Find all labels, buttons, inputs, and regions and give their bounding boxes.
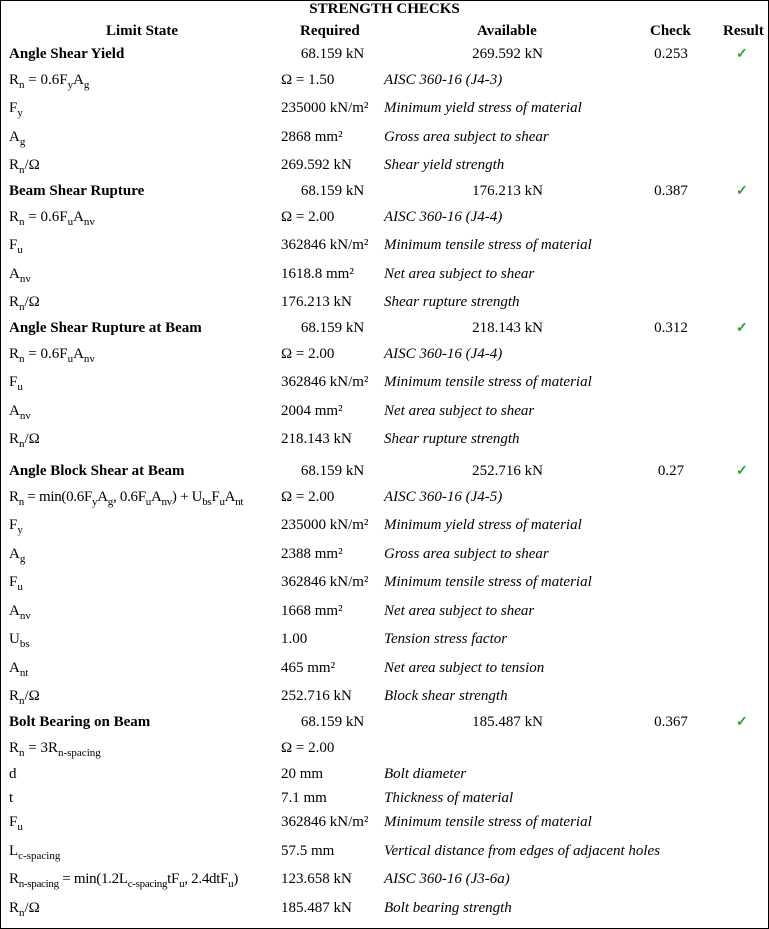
detail-row [0,574,769,594]
detail-row [0,237,769,257]
detail-description: AISC 360-16 (J4-4) [384,209,503,225]
detail-value: 2868 mm² [281,129,343,145]
formula-label: $R_n = \min(0.6F_yA_g$, $0.6F_uA_{nv}) + U_{bs}F_uA_{nt}$ [9,489,244,508]
required-value: 68.159 kN [300,320,365,336]
header-check: Check [650,23,691,39]
detail-row [0,100,769,120]
symbol-label: $A_{nt}$ [9,660,29,679]
detail-value: 235000 kN/m² [281,100,369,116]
limit-state-name: Angle Shear Yield [9,46,125,62]
header-available: Available [477,23,537,39]
detail-value: Ω = 1.50 [281,72,335,88]
detail-description: AISC 360-16 (J3-6a) [384,871,510,887]
detail-description: Bolt bearing strength [384,900,512,916]
detail-row [0,403,769,423]
detail-description: Minimum tensile stress of material [384,574,592,590]
pass-check-icon: ✓ [736,47,748,62]
detail-value: 252.716 kN [281,688,352,704]
symbol-label: $A_g$ [9,129,26,148]
available-value: 269.592 kN [472,46,543,62]
detail-value: 1668 mm² [281,603,343,619]
symbol-label: $F_y$ [9,100,23,119]
detail-row [0,740,769,760]
detail-row [0,546,769,566]
limit-state-name: Bolt Bearing on Beam [9,714,151,730]
detail-value: 235000 kN/m² [281,517,369,533]
symbol-label: d [9,766,17,782]
symbol-label: $L_{c-spacing}$ [9,843,61,862]
detail-description: Shear rupture strength [384,294,520,310]
detail-row [0,900,769,920]
detail-description: Bolt diameter [384,766,467,782]
detail-row [0,814,769,834]
detail-description: Shear yield strength [384,157,505,173]
check-ratio: 0.27 [657,463,685,479]
detail-row [0,129,769,149]
detail-description: Tension stress factor [384,631,508,647]
formula-label: $R_n = 3R_{n-spacing}$ [9,740,101,759]
pass-check-icon: ✓ [736,184,748,199]
formula-label: $R_{n-spacing} = \min(1.2L_{c-spacing}tF_u$, 2.4dtF$_u$) [9,871,239,890]
symbol-label: $F_u$ [9,814,23,833]
detail-value: 218.143 kN [281,431,352,447]
detail-value: 1.00 [281,631,308,647]
detail-value: 362846 kN/m² [281,374,369,390]
formula-label: $R_n = 0.6F_yA_g$ [9,72,90,91]
pass-check-icon: ✓ [736,715,748,730]
detail-row [0,660,769,680]
symbol-label: $R_n/\Omega$ [9,431,40,450]
formula-label: $R_n = 0.6F_uA_{nv}$ [9,209,95,228]
symbol-label: $R_n/\Omega$ [9,157,40,176]
symbol-label: $F_y$ [9,517,23,536]
detail-value: Ω = 2.00 [281,209,335,225]
detail-description: Block shear strength [384,688,508,704]
check-ratio: 0.367 [654,714,688,730]
section-row [0,183,769,203]
detail-description: Net area subject to tension [384,660,545,676]
symbol-label: $F_u$ [9,237,23,256]
detail-value: 465 mm² [281,660,336,676]
section-row [0,463,769,483]
detail-row [0,603,769,623]
section-row [0,46,769,66]
limit-state-name: Beam Shear Rupture [9,183,145,199]
required-value: 68.159 kN [300,714,365,730]
report-title: STRENGTH CHECKS [309,1,460,17]
formula-label: $R_n = 0.6F_uA_{nv}$ [9,346,95,365]
detail-description: Minimum yield stress of material [384,517,582,533]
detail-value: Ω = 2.00 [281,346,335,362]
check-ratio: 0.387 [654,183,688,199]
detail-value: 176.213 kN [281,294,352,310]
check-ratio: 0.312 [654,320,688,336]
available-value: 185.487 kN [472,714,543,730]
header-limit-state: Limit State [106,23,179,39]
detail-description: Net area subject to shear [384,603,535,619]
limit-state-name: Angle Shear Rupture at Beam [9,320,202,336]
detail-row [0,489,769,509]
symbol-label: $A_{nv}$ [9,266,31,285]
symbol-label: $R_n/\Omega$ [9,900,40,919]
detail-value: 2388 mm² [281,546,343,562]
detail-description: Minimum tensile stress of material [384,237,592,253]
symbol-label: $A_{nv}$ [9,403,31,422]
detail-description: Vertical distance from edges of adjacent holes [384,843,661,859]
detail-value: 2004 mm² [281,403,343,419]
detail-row [0,209,769,229]
detail-description: Minimum yield stress of material [384,100,582,116]
detail-value: 1618.8 mm² [281,266,354,282]
detail-value: Ω = 2.00 [281,489,335,505]
pass-check-icon: ✓ [736,464,748,479]
detail-row [0,266,769,286]
available-value: 252.716 kN [472,463,543,479]
symbol-label: $F_u$ [9,374,23,393]
required-value: 68.159 kN [300,183,365,199]
required-value: 68.159 kN [300,46,365,62]
limit-state-name: Angle Block Shear at Beam [9,463,185,479]
header-required: Required [300,23,360,39]
detail-value: 362846 kN/m² [281,814,369,830]
available-value: 218.143 kN [472,320,543,336]
detail-value: 20 mm [281,766,324,782]
section-row [0,714,769,734]
detail-description: AISC 360-16 (J4-4) [384,346,503,362]
detail-description: Thickness of material [384,790,514,806]
detail-row [0,871,769,891]
detail-row [0,374,769,394]
detail-description: Minimum tensile stress of material [384,814,592,830]
detail-row [0,790,769,810]
detail-row [0,157,769,177]
check-ratio: 0.253 [654,46,688,62]
detail-value: 362846 kN/m² [281,574,369,590]
symbol-label: $R_n/\Omega$ [9,294,40,313]
detail-description: Net area subject to shear [384,403,535,419]
detail-value: Ω = 2.00 [281,740,335,756]
detail-value: 185.487 kN [281,900,352,916]
detail-value: 362846 kN/m² [281,237,369,253]
detail-value: 7.1 mm [281,790,327,806]
detail-value: 57.5 mm [281,843,335,859]
detail-row [0,517,769,537]
detail-row [0,766,769,786]
symbol-label: $F_u$ [9,574,23,593]
pass-check-icon: ✓ [736,321,748,336]
detail-row [0,688,769,708]
detail-row [0,294,769,314]
section-row [0,320,769,340]
detail-description: AISC 360-16 (J4-5) [384,489,503,505]
detail-description: AISC 360-16 (J4-3) [384,72,503,88]
symbol-label: $R_n/\Omega$ [9,688,40,707]
detail-row [0,346,769,366]
symbol-label: t [9,790,14,806]
detail-value: 269.592 kN [281,157,352,173]
detail-row [0,431,769,451]
required-value: 68.159 kN [300,463,365,479]
symbol-label: $A_{nv}$ [9,603,31,622]
detail-row [0,72,769,92]
header-result: Result [723,23,764,39]
detail-description: Minimum tensile stress of material [384,374,592,390]
detail-row [0,631,769,651]
detail-description: Gross area subject to shear [384,546,549,562]
symbol-label: $U_{bs}$ [9,631,30,650]
detail-description: Net area subject to shear [384,266,535,282]
detail-row [0,843,769,863]
detail-description: Shear rupture strength [384,431,520,447]
detail-description: Gross area subject to shear [384,129,549,145]
symbol-label: $A_g$ [9,546,26,565]
detail-value: 123.658 kN [281,871,352,887]
available-value: 176.213 kN [472,183,543,199]
